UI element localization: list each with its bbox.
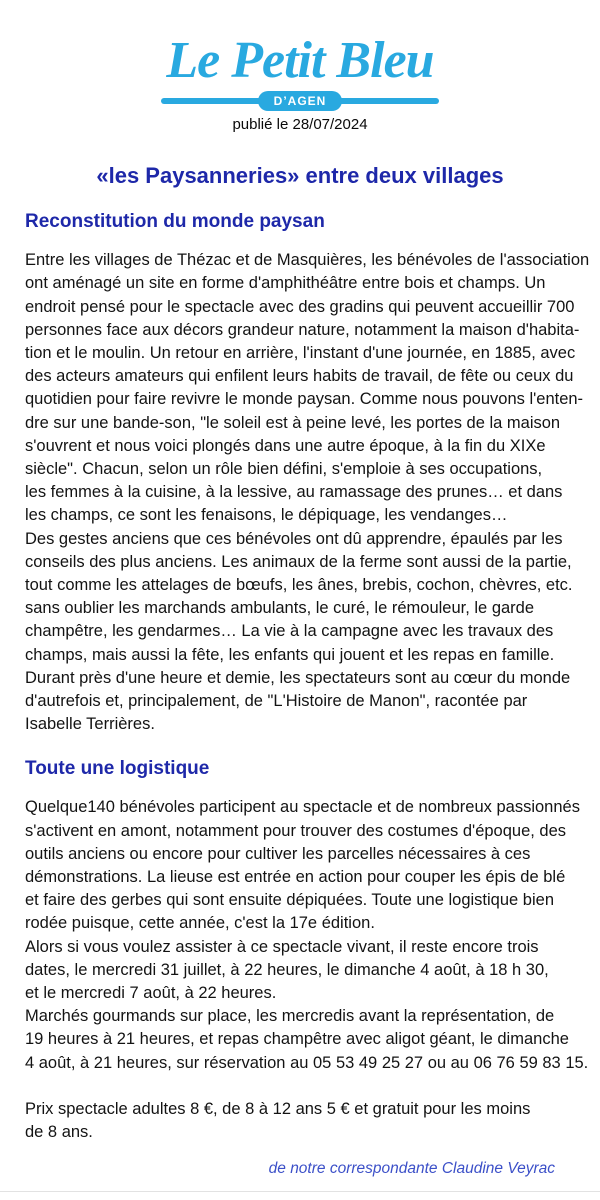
pricing-info <box>25 1098 600 1144</box>
text-line: dre sur une bande-son, "le soleil est à peine levé, les portes de la maison <box>25 413 561 432</box>
text-line: et faire des gerbes qui sont ensuite dépiquées. Toute une logistique bien <box>25 891 554 910</box>
text-line: Des gestes anciens que ces bénévoles ont dû apprendre, épaulés par les <box>25 529 563 548</box>
text-line: s'ouvrent et nous voici plongés dans une autre époque, à la fin du XIXe <box>25 436 546 455</box>
text-line: Durant près d'une heure et demie, les spectateurs sont au cœur du monde <box>25 668 571 687</box>
text-line: endroit pensé pour le spectacle avec des gradins qui peuvent accueillir 700 <box>25 297 575 316</box>
text-line: Alors si vous voulez assister à ce spectacle vivant, il reste encore trois <box>25 937 539 956</box>
text-line: conseils des plus anciens. Les animaux de la ferme sont aussi de la partie, <box>25 552 572 571</box>
correspondent-byline: de notre correspondante Claudine Veyrac <box>268 1160 555 1178</box>
section-body-logistique <box>25 796 600 1074</box>
masthead-badge-row <box>161 91 439 111</box>
text-line: les femmes à la cuisine, à la lessive, au ramassage des prunes… et dans <box>25 483 563 502</box>
section-heading-reconstitution: Reconstitution du monde paysan <box>25 211 325 233</box>
text-line: des acteurs amateurs qui enfilent leurs habits de travail, de fête ou ceux du <box>25 367 574 386</box>
text-line: siècle". Chacun, selon un rôle bien défini, s'emploie à ses occupations, <box>25 459 543 478</box>
text-line: tout comme les attelages de bœufs, les ânes, brebis, cochon, chèvres, etc. <box>25 576 573 594</box>
text-line: Quelque140 bénévoles participent au spectacle et de nombreux passionnés <box>25 798 580 817</box>
publication-date: publié le 28/07/2024 <box>232 116 368 134</box>
text-line: les champs, ce sont les fenaisons, le dépiquage, les vendanges… <box>25 506 508 525</box>
masthead <box>0 0 600 133</box>
text-line: quotidien pour faire revivre le monde paysan. Comme nous pouvons l'enten- <box>25 390 584 409</box>
text-line: Prix spectacle adultes 8 €, de 8 à 12 ans 5 € et gratuit pour les moins <box>25 1099 531 1118</box>
text-line: tion et le moulin. Un retour en arrière, l'instant d'une journée, en 1885, avec <box>25 343 576 362</box>
text-line: personnes face aux décors grandeur nature, notamment la maison d'habita- <box>25 320 580 339</box>
text-line: 4 août, à 21 heures, sur réservation au 05 53 49 25 27 ou au 06 76 59 83 15. <box>25 1053 589 1072</box>
text-line: champs, mais aussi la fête, les enfants qui jouent et les repas en famille. <box>25 645 555 664</box>
text-line: démonstrations. La lieuse est entrée en action pour couper les épis de blé <box>25 868 566 887</box>
text-line: rodée puisque, cette année, c'est la 17e édition. <box>25 914 375 933</box>
text-line: champêtre, les gendarmes… La vie à la campagne avec les travaux des <box>25 622 554 641</box>
text-line: Entre les villages de Thézac et de Masquières, les bénévoles de l'association <box>25 251 590 270</box>
text-line: dates, le mercredi 31 juillet, à 22 heures, le dimanche 4 août, à 18 h 30, <box>25 960 549 979</box>
article-title: «les Paysanneries» entre deux villages <box>96 163 504 189</box>
text-line: outils anciens ou encore pour cultiver les parcelles nécessaires à ces <box>25 844 531 863</box>
text-line: de 8 ans. <box>25 1123 93 1142</box>
text-line: 19 heures à 21 heures, et repas champêtre avec aligot géant, le dimanche <box>25 1030 569 1049</box>
edition-badge: D’AGEN <box>258 91 343 111</box>
text-line: Marchés gourmands sur place, les mercredis avant la représentation, de <box>25 1007 555 1026</box>
text-line: sans oublier les marchands ambulants, le curé, le rémouleur, le garde <box>25 599 535 618</box>
text-line: et le mercredi 7 août, à 22 heures. <box>25 984 277 1003</box>
text-line: ont aménagé un site en forme d'amphithéâtre entre bois et champs. Un <box>25 274 546 293</box>
newspaper-logo: Le Petit Bleu <box>166 32 434 89</box>
text-line: Isabelle Terrières. <box>25 715 155 734</box>
bottom-divider <box>0 1191 600 1192</box>
section-heading-logistique: Toute une logistique <box>25 758 210 780</box>
text-line: s'activent en amont, notamment pour trouver des costumes d'époque, des <box>25 821 567 840</box>
text-line: d'autrefois et, principalement, de "L'Histoire de Manon", racontée par <box>25 692 528 711</box>
section-body-reconstitution <box>25 249 600 736</box>
